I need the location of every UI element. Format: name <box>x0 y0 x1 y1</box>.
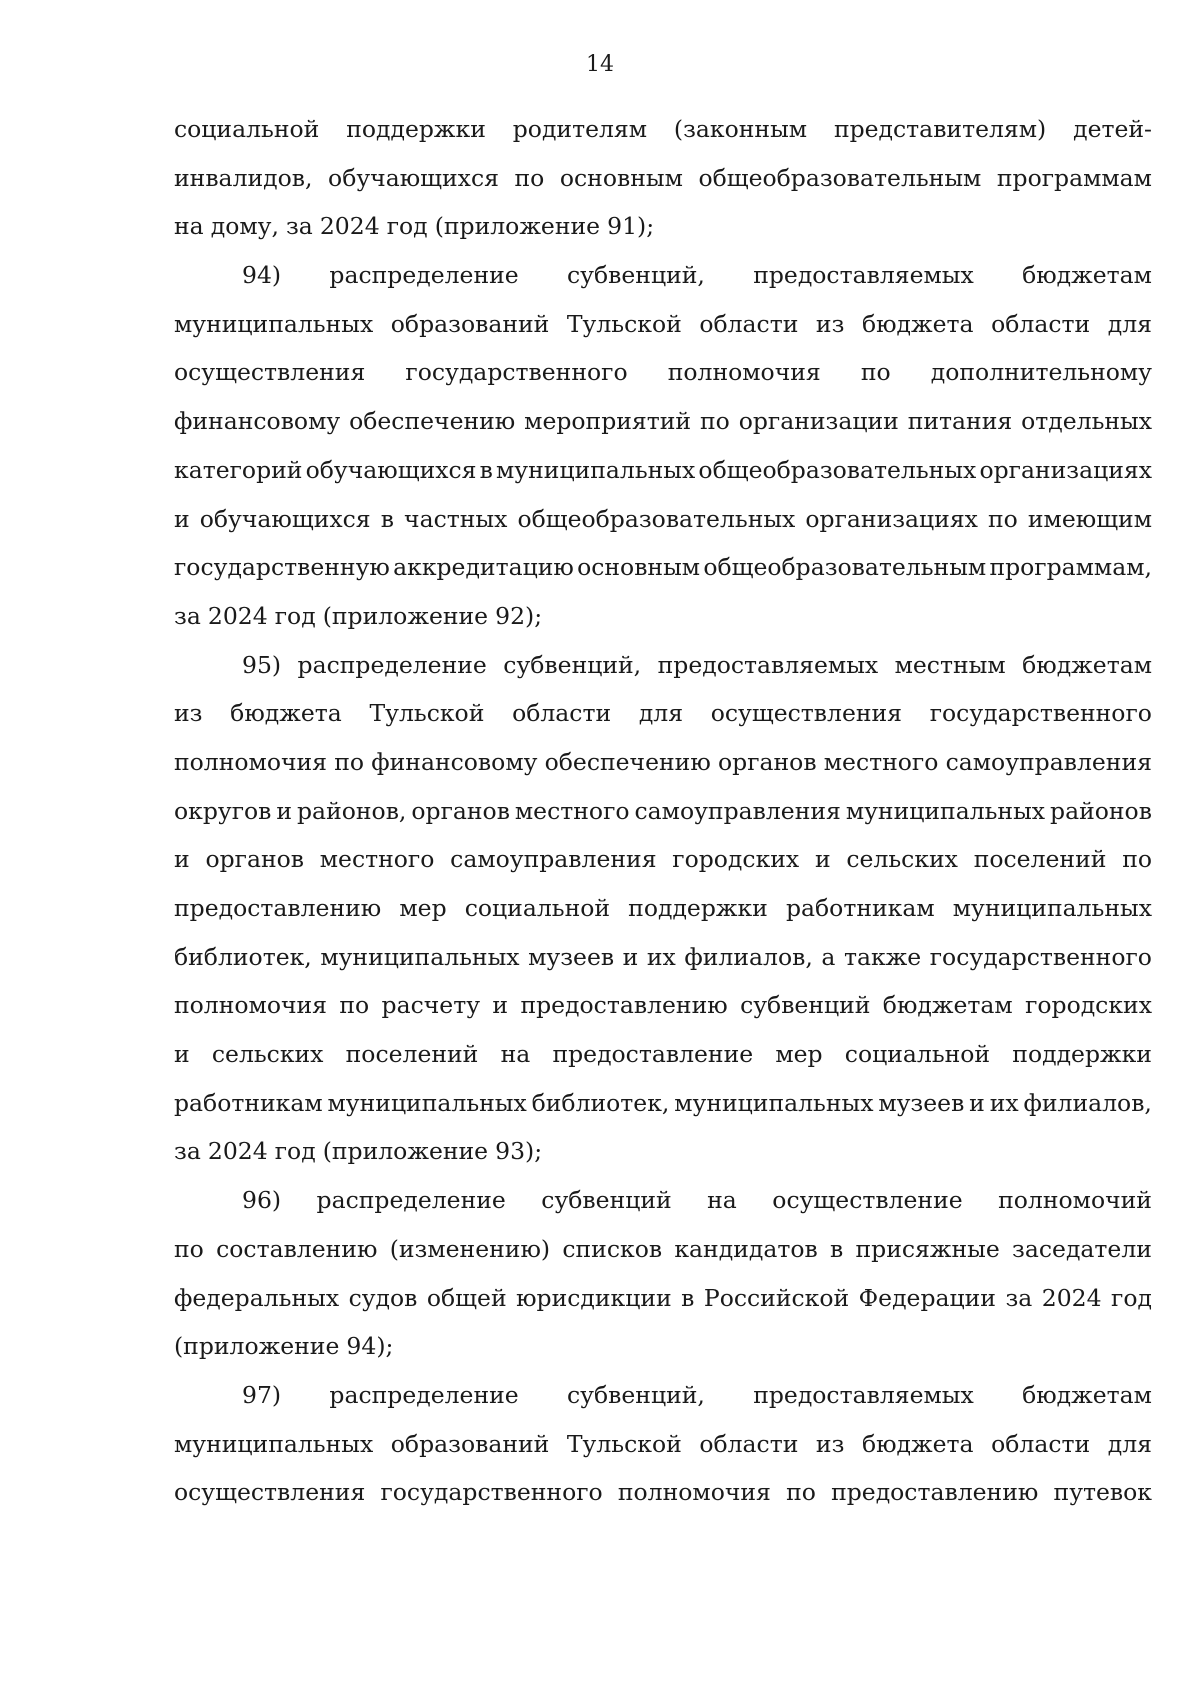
text-line: финансовому обеспечению мероприятий по организации питания отдельных <box>174 407 1152 436</box>
text-line: муниципальных образований Тульской области из бюджета области для <box>174 309 1152 338</box>
text-line: за 2024 год (приложение 93); <box>174 1137 543 1166</box>
document-body <box>174 105 1152 1517</box>
text-line: и сельских поселений на предоставление мер социальной поддержки <box>174 1040 1152 1069</box>
text-line: осуществления государственного полномочия по предоставлению путевок <box>174 1478 1152 1507</box>
text-line: полномочия по финансовому обеспечению органов местного самоуправления <box>174 747 1152 776</box>
text-line: (приложение 94); <box>174 1332 394 1361</box>
page-number: 14 <box>586 52 614 77</box>
text-line: полномочия по расчету и предоставлению субвенций бюджетам городских <box>174 991 1152 1020</box>
text-line: и органов местного самоуправления городских и сельских поселений по <box>174 845 1152 874</box>
text-line: 97) распределение субвенций, предоставляемых бюджетам <box>242 1380 1152 1409</box>
text-line: муниципальных образований Тульской области из бюджета области для <box>174 1429 1152 1458</box>
text-line: осуществления государственного полномочия по дополнительному <box>174 358 1152 387</box>
text-line: на дому, за 2024 год (приложение 91); <box>174 212 655 241</box>
text-line: из бюджета Тульской области для осуществления государственного <box>174 699 1152 728</box>
text-line: социальной поддержки родителям (законным представителям) детей- <box>174 115 1152 143</box>
text-line: федеральных судов общей юрисдикции в Российской Федерации за 2024 год <box>174 1283 1152 1312</box>
text-line: округов и районов, органов местного самоуправления муниципальных районов <box>174 796 1152 825</box>
text-line: за 2024 год (приложение 92); <box>174 601 543 630</box>
text-line: 96) распределение субвенций на осуществление полномочий <box>242 1186 1152 1215</box>
text-line: предоставлению мер социальной поддержки работникам муниципальных <box>174 894 1152 922</box>
text-line: 94) распределение субвенций, предоставляемых бюджетам <box>242 261 1152 290</box>
text-line: и обучающихся в частных общеобразовательных организациях по имеющим <box>174 504 1152 533</box>
text-line: категорий обучающихся в муниципальных общеобразовательных организациях <box>174 455 1152 484</box>
text-line: 95) распределение субвенций, предоставляемых местным бюджетам <box>242 650 1152 679</box>
text-line: работникам муниципальных библиотек, муниципальных музеев и их филиалов, <box>174 1088 1152 1117</box>
text-line: библиотек, муниципальных музеев и их филиалов, а также государственного <box>174 942 1152 971</box>
text-line: по составлению (изменению) списков кандидатов в присяжные заседатели <box>174 1234 1152 1263</box>
text-line: инвалидов, обучающихся по основным общеобразовательным программам <box>174 163 1152 192</box>
text-line: государственную аккредитацию основным общеобразовательным программам, <box>174 553 1152 582</box>
